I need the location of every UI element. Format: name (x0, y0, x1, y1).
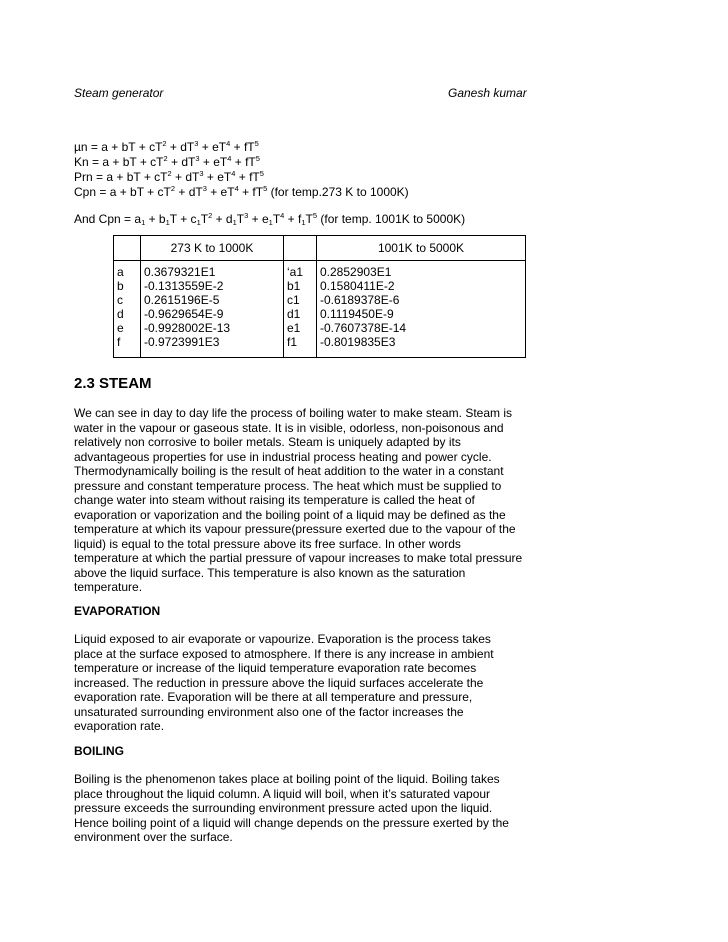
table-row: c 0.2615196E-5 c1 -0.6189378E-6 (114, 293, 526, 307)
boiling-paragraph: Boiling is the phenomenon takes place at boiling point of the liquid. Boiling takes place throughout the liquid column. A liquid will boil, when it’s saturated vapour pressure exceeds the surrounding environment pressure acted upon the liquid. Hence boiling point of a liquid will change depends on the pressure exerted by the environment over the surface. (74, 772, 509, 844)
header-left: Steam generator (74, 86, 164, 100)
table-row: f -0.9723991E3 f1 -0.8019835E3 (114, 335, 526, 358)
evaporation-heading: EVAPORATION (74, 604, 161, 618)
header-right: Ganesh kumar (448, 86, 527, 100)
coefficient-table (113, 235, 526, 358)
equation-prn: Prn = a + bT + $cT^2 + dT^3 + eT^4 + fT^5$ (74, 169, 264, 184)
section-title: 2.3 STEAM (74, 375, 152, 392)
equation-kn: Kn = a + bT + $cT^2 + dT^3 + eT^4 + fT^5$ (74, 154, 260, 169)
equation-cpn: Cpn = a + bT + $cT^2 + dT^3 + eT^4 + fT^5$ (for temp.273 K to 1000K) (74, 184, 409, 199)
steam-paragraph: We can see in day to day life the process of boiling water to make steam. Steam is water in the vapour or gaseous state. It is in visible, odorless, non-poisonous and relatively non corrosive to boiler metals. Steam is uniquely adapted by its advantageous properties for use in industrial process heating and power cycle. Thermodynamically boiling is the result of heat addition to the water in a constant pressure and constant temperature process. The heat which must be supplied to change water into steam without raising its temperature is called the heat of evaporation or vaporization and the boiling point of a liquid may be defined as the temperature at which its vapour pressure(pressure exerted due to the vapour of the liquid) is equal to the total pressure above its free surface. In other words temperature at which the partial pressure of vapour increases to make total pressure above the liquid surface. This temperature is also known as the saturation temperature. (74, 406, 523, 594)
evaporation-paragraph: Liquid exposed to air evaporate or vapourize. Evaporation is the process takes place at the surface exposed to atmosphere. If there is any increase in ambient temperature or increase of the liquid temperature evaporation rate becomes increased. The reduction in pressure above the liquid surfaces accelerate the evaporation rate. Evaporation will be there at all temperature and pressure, unsaturated surrounding environment also one of the factor increases the evaporation rate. (74, 632, 494, 733)
equation-mu: µn = a + bT + $cT^2 + dT^3 + eT^4 + fT^5$ (74, 139, 259, 154)
header-low-range: 273 K to 1000K (141, 236, 284, 261)
header-high-range: 1001K to 5000K (317, 236, 526, 261)
table-row: e -0.9928002E-13 e1 -0.7607378E-14 (114, 321, 526, 335)
table-row: d -0.9629654E-9 d1 0.1119450E-9 (114, 307, 526, 321)
boiling-heading: BOILING (74, 744, 124, 758)
table-header-row (114, 236, 526, 261)
table-row: a 0.3679321E1 ‘a1 0.2852903E1 (114, 261, 526, 280)
equation-cpn-high: And Cpn = $a_1 + b_1T + c_1T^2 + d_1T^3 + e_1T^4 + f_1T^5$ (for temp. 1001K to 5000K) (74, 211, 466, 227)
table-row: b -0.1313559E-2 b1 0.1580411E-2 (114, 279, 526, 293)
